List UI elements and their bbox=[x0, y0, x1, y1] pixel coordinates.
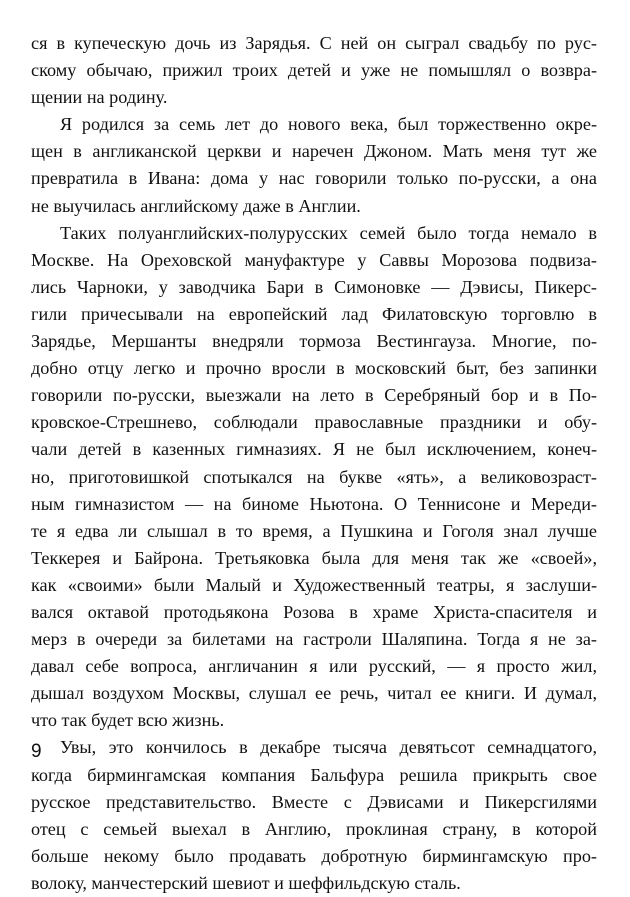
text-line: вался октавой протодьякона Розова в храме Христа-спасителя и bbox=[31, 601, 597, 622]
page-text-body bbox=[31, 30, 597, 897]
text-line: как «своими» были Малый и Художественный театры, я заслуши- bbox=[31, 574, 597, 595]
text-line: Теккерея и Байрона. Третьяковка была для меня так же «своей», bbox=[31, 547, 597, 568]
page-number: 9 bbox=[31, 741, 42, 762]
text-line: добно отцу легко и прочно вросли в московский быт, без запинки bbox=[31, 358, 597, 379]
text-line: кровское-Стрешнево, соблюдали православные праздники и обу- bbox=[31, 412, 597, 433]
text-line: больше некому было продавать добротную бирмингамскую про- bbox=[31, 845, 597, 866]
text-line: ным гимназистом — на биноме Ньютона. О Теннисоне и Мереди- bbox=[31, 493, 597, 514]
text-line: гили причесывали на европейский лад Филатовскую торговлю в bbox=[31, 303, 597, 324]
text-line: волоку, манчестерский шевиот и шеффильдскую сталь. bbox=[31, 872, 461, 893]
text-line: давал себе вопроса, англичанин я или русский, — я просто жил, bbox=[31, 656, 597, 677]
text-line: не выучилась английскому даже в Англии. bbox=[31, 195, 361, 216]
text-line: когда бирмингамская компания Бальфура решила прикрыть свое bbox=[31, 764, 597, 785]
text-line: щении на родину. bbox=[31, 87, 168, 108]
paragraph-1 bbox=[31, 30, 597, 111]
text-line: лись Чарноки, у заводчика Бари в Симоновке — Дэвисы, Пикерс- bbox=[31, 276, 597, 297]
text-line: что так будет всю жизнь. bbox=[31, 710, 225, 731]
text-line: отец с семьей выехал в Англию, проклиная страну, в которой bbox=[31, 818, 597, 839]
paragraph-2 bbox=[31, 111, 597, 219]
text-line: те я едва ли слышал в то время, а Пушкина и Гоголя знал лучше bbox=[31, 520, 597, 541]
text-line: скому обычаю, прижил троих детей и уже не помышлял о возвра- bbox=[31, 60, 597, 81]
text-line: ся в купеческую дочь из Зарядья. С ней он сыграл свадьбу по рус- bbox=[31, 33, 597, 53]
text-line: Я родился за семь лет до нового века, был торжественно окре- bbox=[60, 114, 597, 135]
paragraph-3 bbox=[31, 220, 597, 735]
text-line: Москве. На Ореховской мануфактуре у Саввы Морозова подвиза- bbox=[31, 249, 597, 270]
paragraph-4 bbox=[31, 734, 597, 897]
text-line: чали детей в казенных гимназиях. Я не был исключением, конеч- bbox=[31, 439, 597, 460]
text-line: Таких полуанглийских-полурусских семей было тогда немало в bbox=[60, 222, 597, 243]
text-line: превратила в Ивана: дома у нас говорили только по-русски, а она bbox=[31, 168, 597, 189]
text-line: говорили по-русски, выезжали на лето в Серебряный бор и в По- bbox=[31, 385, 597, 406]
text-line: русское представительство. Вместе с Дэвисами и Пикерсгилями bbox=[31, 791, 597, 812]
text-line: дышал воздухом Москвы, слушал ее речь, читал ее книги. И думал, bbox=[31, 683, 597, 704]
text-line: но, приготовишкой спотыкался на букве «ять», а великовозраст- bbox=[31, 466, 597, 487]
text-line: щен в англиканской церкви и наречен Джоном. Мать меня тут же bbox=[31, 141, 597, 162]
text-line: Увы, это кончилось в декабре тысяча девятьсот семнадцатого, bbox=[60, 737, 597, 758]
text-line: мерз в очереди за билетами на гастроли Шаляпина. Тогда я не за- bbox=[31, 629, 597, 650]
text-line: Зарядье, Мершанты внедряли тормоза Вестингауза. Многие, по- bbox=[31, 331, 597, 352]
